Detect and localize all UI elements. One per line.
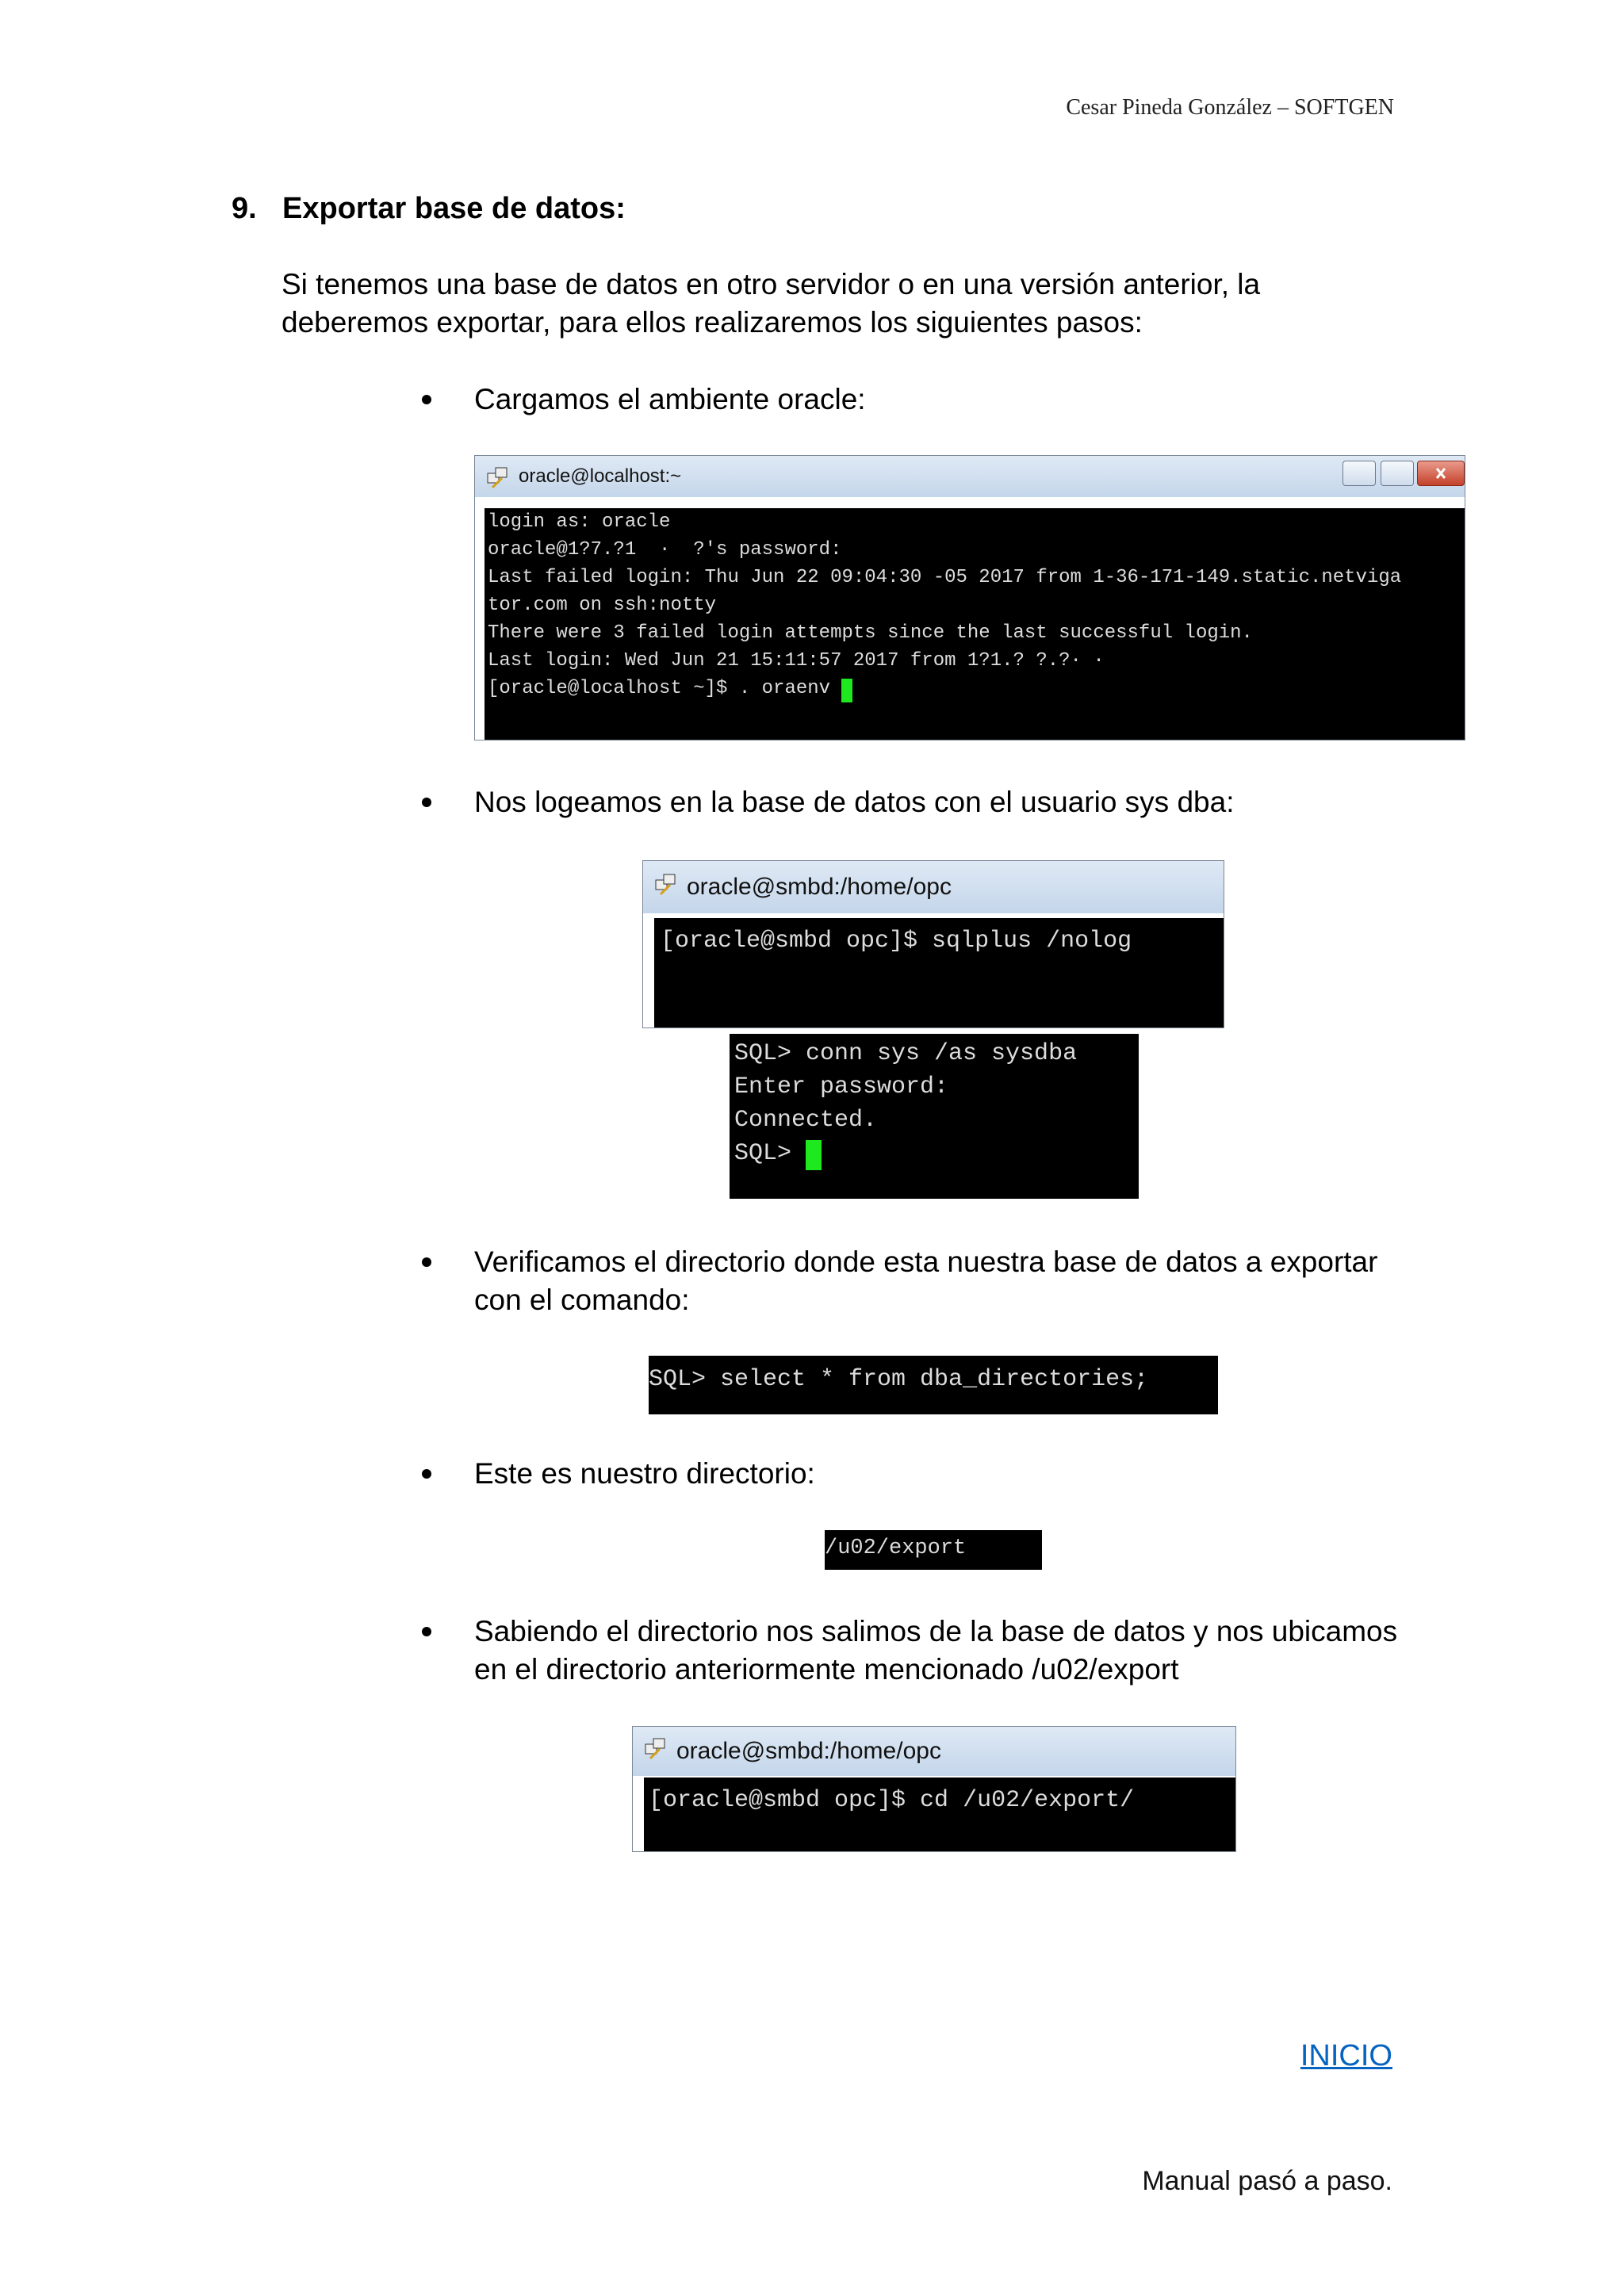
- terminal-line: [oracle@smbd opc]$ cd /u02/export/: [649, 1787, 1135, 1814]
- terminal-body: [485, 508, 1465, 740]
- bullet-icon: [422, 798, 431, 807]
- terminal-line: Enter password:: [734, 1073, 949, 1100]
- minimize-button[interactable]: [1342, 461, 1376, 486]
- step-text: Sabiendo el directorio nos salimos de la base de datos y nos ubicamos en el directorio anteriormente mencionado /u02/export: [474, 1615, 1398, 1686]
- step-text: Cargamos el ambiente oracle:: [474, 383, 866, 415]
- terminal-line: Last failed login: Thu Jun 22 09:04:30 -05 2017 from 1-36-171-149.static.netviga: [488, 567, 1402, 588]
- terminal-line: oracle@1?7.?1 · ?'s password:: [488, 539, 842, 561]
- sqlplus-connect-output: [730, 1034, 1139, 1199]
- maximize-button[interactable]: [1381, 461, 1414, 486]
- section-number: 9.: [232, 192, 257, 225]
- putty-icon: [486, 465, 510, 491]
- export-directory-output: [825, 1530, 1042, 1570]
- page-footer: Manual pasó a paso.: [1142, 2166, 1392, 2196]
- terminal-line: tor.com on ssh:notty: [488, 595, 717, 616]
- section-heading: [232, 192, 626, 226]
- terminal-line: login as: oracle: [488, 511, 671, 533]
- window-title: oracle@smbd:/home/opc: [687, 874, 952, 900]
- terminal-body: [644, 1777, 1235, 1851]
- window-titlebar: [633, 1727, 1235, 1776]
- close-button[interactable]: [1417, 461, 1465, 486]
- terminal-window-cd: [632, 1726, 1236, 1852]
- terminal-line: There were 3 failed login attempts since the last successful login.: [488, 622, 1253, 644]
- terminal-line: [oracle@smbd opc]$ sqlplus /nolog: [661, 928, 1132, 955]
- page-header: Cesar Pineda González – SOFTGEN: [1066, 95, 1394, 120]
- terminal-line: SQL> select * from dba_directories;: [649, 1366, 1149, 1393]
- bullet-icon: [422, 395, 431, 404]
- terminal-cursor: [841, 679, 852, 702]
- window-title: oracle@localhost:~: [519, 465, 682, 487]
- terminal-line: Last login: Wed Jun 21 15:11:57 2017 from 1?1.? ?.?· ·: [488, 650, 1105, 672]
- terminal-line: Connected.: [734, 1107, 878, 1134]
- terminal-line: SQL> conn sys /as sysdba: [734, 1040, 1078, 1067]
- step-text: Verificamos el directorio donde esta nuestra base de datos a exportar con el comando:: [474, 1246, 1378, 1316]
- window-title: oracle@smbd:/home/opc: [676, 1738, 941, 1764]
- terminal-window-sqlplus: [642, 860, 1224, 1028]
- bullet-icon: [422, 1257, 431, 1267]
- terminal-body: [654, 918, 1224, 1027]
- terminal-cursor: [806, 1140, 822, 1170]
- step-text: Nos logeamos en la base de datos con el usuario sys dba:: [474, 786, 1235, 818]
- terminal-window-localhost: [474, 455, 1465, 740]
- putty-icon: [644, 1736, 668, 1762]
- inicio-link[interactable]: INICIO: [1300, 2039, 1392, 2072]
- putty-icon: [654, 872, 678, 897]
- terminal-line: /u02/export: [825, 1536, 967, 1560]
- intro-paragraph: Si tenemos una base de datos en otro servidor o en una versión anterior, la deberemos exportar, para ellos realizaremos los siguientes pasos:: [282, 268, 1261, 339]
- select-directories-command: [649, 1356, 1218, 1414]
- terminal-line: [oracle@localhost ~]$ . oraenv: [488, 678, 842, 699]
- close-icon: [1418, 461, 1464, 485]
- step-text: Este es nuestro directorio:: [474, 1457, 815, 1490]
- window-titlebar: [643, 861, 1224, 913]
- section-title: Exportar base de datos:: [282, 192, 626, 225]
- bullet-icon: [422, 1469, 431, 1479]
- bullet-icon: [422, 1627, 431, 1636]
- terminal-line: SQL>: [734, 1140, 806, 1167]
- window-titlebar: [475, 456, 1465, 497]
